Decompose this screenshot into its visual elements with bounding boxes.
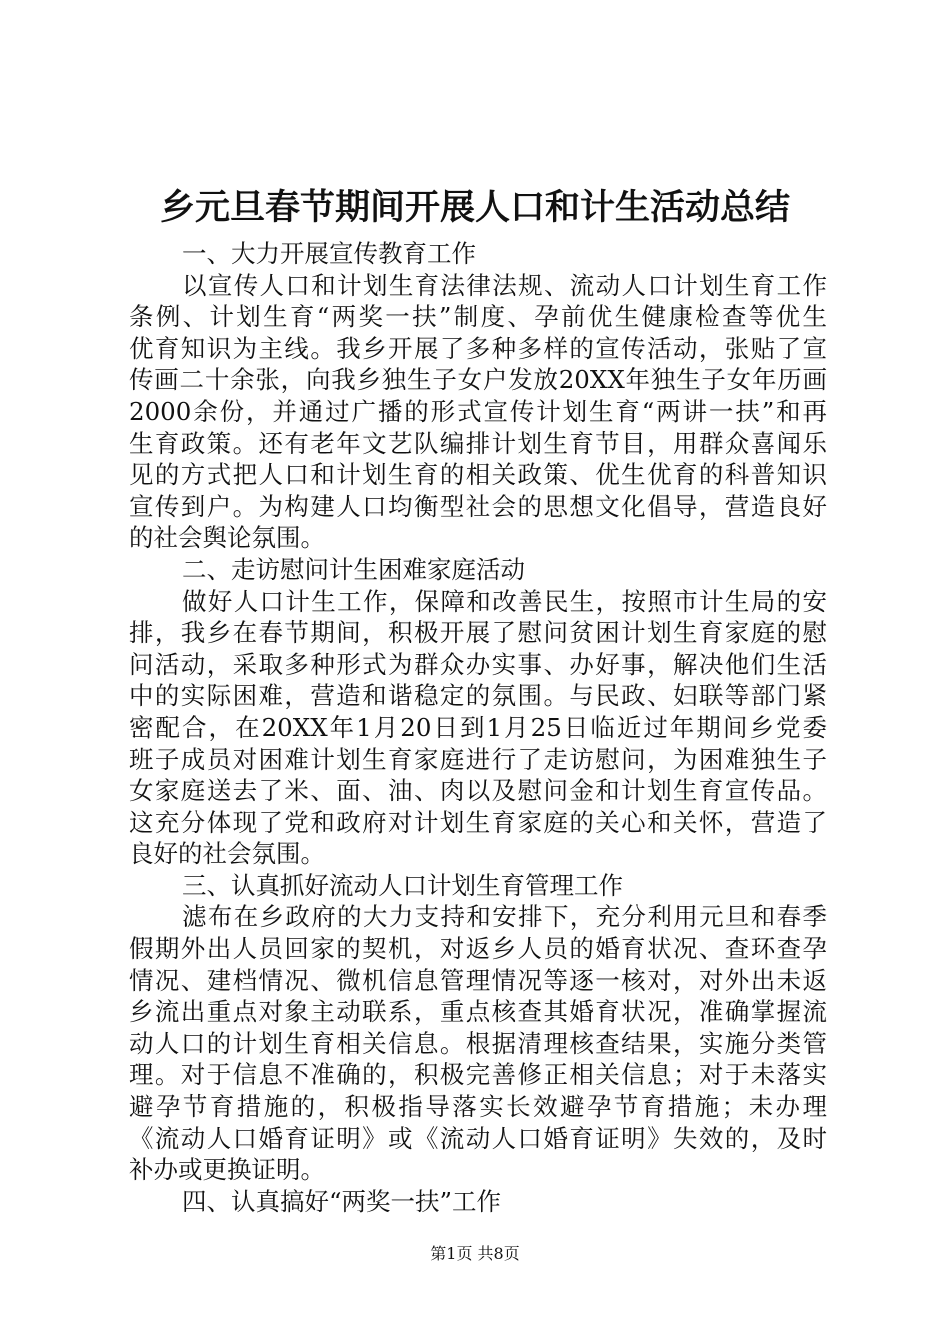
paragraph-line: 传画二十余张，向我乡独生子女户发放20XX年独生子女年历画 [129, 365, 827, 395]
paragraph-line: 的社会舆论氛围。 [129, 523, 325, 553]
paragraph-line: 良好的社会氛围。 [129, 839, 325, 869]
paragraph-line: 女家庭送去了米、面、油、肉以及慰问金和计划生育宣传品。 [129, 776, 827, 806]
page-footer: 第1页 共8页 [430, 1244, 520, 1263]
paragraph-line: 理。对于信息不准确的，积极完善修正相关信息；对于未落实 [129, 1060, 827, 1090]
paragraph-line: 以宣传人口和计划生育法律法规、流动人口计划生育工作 [182, 270, 827, 300]
paragraph-line: 乡流出重点对象主动联系，重点核查其婚育状况，准确掌握流 [129, 997, 827, 1027]
paragraph-line: 排，我乡在春节期间，积极开展了慰问贫困计划生育家庭的慰 [129, 618, 827, 648]
paragraph-line: 问活动，采取多种形式为群众办实事、办好事，解决他们生活 [129, 649, 827, 679]
section-heading: 三、认真抓好流动人口计划生育管理工作 [182, 870, 623, 900]
paragraph-line: 2000余份，并通过广播的形式宣传计划生育“两讲一扶”和再 [129, 396, 827, 426]
paragraph-line: 班子成员对困难计划生育家庭进行了走访慰问，为困难独生子 [129, 744, 827, 774]
paragraph-line: 假期外出人员回家的契机，对返乡人员的婚育状况、查环查孕 [129, 934, 827, 964]
paragraph-line: 做好人口计生工作，保障和改善民生，按照市计生局的安 [182, 586, 827, 616]
paragraph-line: 避孕节育措施的，积极指导落实长效避孕节育措施；未办理 [129, 1092, 827, 1122]
paragraph-line: 密配合，在20XX年1月20日到1月25日临近过年期间乡党委 [129, 712, 827, 742]
section-heading: 二、走访慰问计生困难家庭活动 [182, 554, 525, 584]
paragraph-line: 条例、计划生育“两奖一扶”制度、孕前优生健康检查等优生 [129, 302, 827, 332]
paragraph-line: 宣传到户。为构建人口均衡型社会的思想文化倡导，营造良好 [129, 491, 827, 521]
section-heading: 四、认真搞好“两奖一扶”工作 [182, 1186, 502, 1216]
paragraph-line: 中的实际困难，营造和谐稳定的氛围。与民政、妇联等部门紧 [129, 681, 827, 711]
paragraph-line: 优育知识为主线。我乡开展了多种多样的宣传活动，张贴了宣 [129, 333, 827, 363]
paragraph-line: 补办或更换证明。 [129, 1155, 325, 1185]
section-heading: 一、大力开展宣传教育工作 [182, 239, 476, 268]
paragraph-line: 生育政策。还有老年文艺队编排计划生育节目，用群众喜闻乐 [129, 428, 827, 458]
paragraph-line: 滤布在乡政府的大力支持和安排下，充分利用元旦和春季 [182, 902, 827, 932]
paragraph-line: 情况、建档情况、微机信息管理情况等逐一核对，对外出未返 [129, 965, 827, 995]
paragraph-line: 《流动人口婚育证明》或《流动人口婚育证明》失效的，及时 [129, 1123, 827, 1153]
paragraph-line: 这充分体现了党和政府对计划生育家庭的关心和关怀，营造了 [129, 807, 827, 837]
paragraph-line: 见的方式把人口和计划生育的相关政策、优生优育的科普知识 [129, 460, 827, 490]
document-body [129, 238, 827, 1217]
paragraph-line: 动人口的计划生育相关信息。根据清理核查结果，实施分类管 [129, 1028, 827, 1058]
document-title: 乡元旦春节期间开展人口和计生活动总结 [159, 187, 790, 228]
